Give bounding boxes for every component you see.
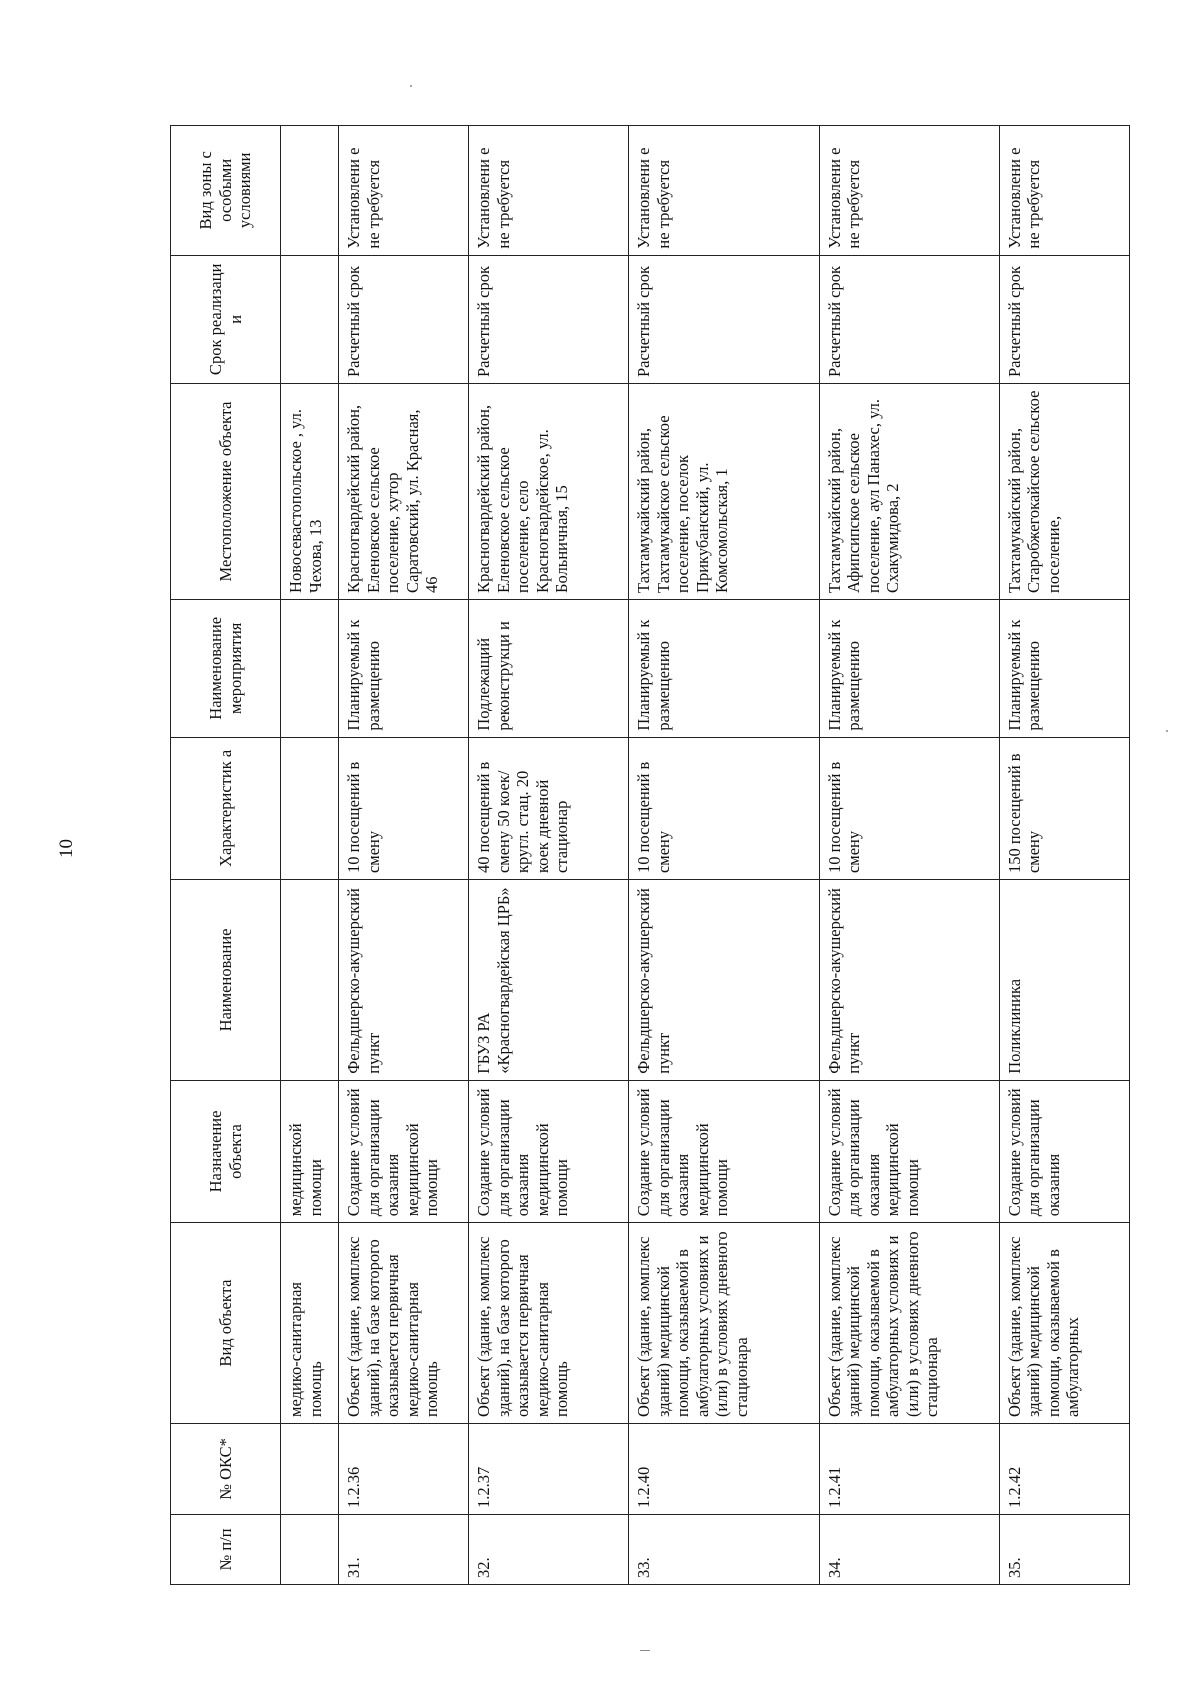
- rotated-table-container: [170, 125, 1130, 1585]
- cell-vid-obekta: Объект (здание, комплекс зданий) медицинской помощи, оказываемой в амбулаторных условиях и (или) в условиях дневного стационара: [629, 1223, 819, 1424]
- cell-harakteristika: 40 посещений в смену 50 коек/кругл. стац. 20 коек дневной стационар: [469, 737, 629, 879]
- cell-num: 31.: [339, 1514, 469, 1584]
- cell-meropriyatie: Планируемый к размещению: [629, 599, 819, 737]
- cell-vid-obekta: Объект (здание, комплекс зданий) медицинской помощи, оказываемой в амбулаторных условиях и (или) в условиях дневного стационара: [819, 1223, 999, 1424]
- cell-mestopolozhenie: Тахтамукайский район, Афипсипское сельское поселение, аул Панахес, ул. Схакумидова, 2: [819, 384, 999, 600]
- cell-vid-obekta: медико-санитарная помощь: [281, 1223, 339, 1424]
- header-oks: № ОКС*: [171, 1423, 281, 1514]
- cell-harakteristika: 10 посещений в смену: [819, 737, 999, 879]
- scan-speck: [1166, 730, 1168, 732]
- cell-naimenovanie: ГБУЗ РА «Красногвардейская ЦРБ»: [469, 880, 629, 1081]
- cell-srok: Расчетный срок: [339, 255, 469, 383]
- cell-harakteristika: 150 посещений в смену: [999, 737, 1129, 879]
- cell-oks: 1.2.37: [469, 1423, 629, 1514]
- cell-srok: Расчетный срок: [469, 255, 629, 383]
- cell-zona: Установлени е не требуется: [819, 126, 999, 256]
- cell-srok: Расчетный срок: [629, 255, 819, 383]
- table-row: [339, 126, 469, 1585]
- cell-mestopolozhenie: Красногвардейский район, Еленовское сельское поселение, село Красногвардейское, ул. Больничная, 15: [469, 384, 629, 600]
- cell-meropriyatie: Подлежащий реконструкци и: [469, 599, 629, 737]
- cell-naimenovanie: Фельдшерско-акушерский пункт: [819, 880, 999, 1081]
- table-row: [819, 126, 999, 1585]
- cell-meropriyatie: [281, 599, 339, 737]
- cell-meropriyatie: Планируемый к размещению: [339, 599, 469, 737]
- cell-zona: Установлени е не требуется: [629, 126, 819, 256]
- header-naznachenie: Назначение объекта: [171, 1080, 281, 1222]
- scan-speck: [410, 85, 412, 87]
- scan-speck: [640, 1650, 650, 1651]
- cell-num: 35.: [999, 1514, 1129, 1584]
- cell-num: 34.: [819, 1514, 999, 1584]
- cell-naznachenie: Создание условий для организации оказания медицинской помощи: [339, 1080, 469, 1222]
- cell-srok: Расчетный срок: [819, 255, 999, 383]
- cell-mestopolozhenie: Красногвардейский район, Еленовское сельское поселение, хутор Саратовский, ул. Красная, 46: [339, 384, 469, 600]
- header-num: № п/п: [171, 1514, 281, 1584]
- cell-naznachenie: Создание условий для организации оказания медицинской помощи: [469, 1080, 629, 1222]
- table-header-row: [171, 126, 281, 1585]
- header-srok: Срок реализаци и: [171, 255, 281, 383]
- cell-oks: [281, 1423, 339, 1514]
- cell-naznachenie: медицинской помощи: [281, 1080, 339, 1222]
- cell-srok: [281, 255, 339, 383]
- header-vid-obekta: Вид объекта: [171, 1223, 281, 1424]
- cell-harakteristika: 10 посещений в смену: [339, 737, 469, 879]
- table-row: [629, 126, 819, 1585]
- page-number: 10: [56, 839, 77, 858]
- cell-mestopolozhenie: Новосевастопольское , ул. Чехова, 13: [281, 384, 339, 600]
- cell-zona: Установлени е не требуется: [339, 126, 469, 256]
- cell-zona: Установлени е не требуется: [469, 126, 629, 256]
- table-row: [469, 126, 629, 1585]
- cell-oks: 1.2.36: [339, 1423, 469, 1514]
- cell-mestopolozhenie: Тахтамукайский район, Старобжегокайское сельское поселение,: [999, 384, 1129, 600]
- cell-zona: Установлени е не требуется: [999, 126, 1129, 256]
- table-row-continuation: [281, 126, 339, 1585]
- cell-vid-obekta: Объект (здание, комплекс зданий) медицинской помощи, оказываемой в амбулаторных: [999, 1223, 1129, 1424]
- header-meropriyatie: Наименование мероприятия: [171, 599, 281, 737]
- cell-naznachenie: Создание условий для организации оказания медицинской помощи: [819, 1080, 999, 1222]
- cell-naznachenie: Создание условий для организации оказания: [999, 1080, 1129, 1222]
- table-row: [999, 126, 1129, 1585]
- cell-vid-obekta: Объект (здание, комплекс зданий), на базе которого оказывается первичная медико-санитарная помощь: [469, 1223, 629, 1424]
- cell-zona: [281, 126, 339, 256]
- cell-oks: 1.2.41: [819, 1423, 999, 1514]
- cell-harakteristika: [281, 737, 339, 879]
- cell-naimenovanie: Фельдшерско-акушерский пункт: [629, 880, 819, 1081]
- cell-naimenovanie: Фельдшерско-акушерский пункт: [339, 880, 469, 1081]
- header-naimenovanie: Наименование: [171, 880, 281, 1081]
- header-zona: Вид зоны с особыми условиями: [171, 126, 281, 256]
- cell-mestopolozhenie: Тахтамукайский район, Тахтамукайское сельское поселение, поселок Прикубанский, ул. Комсомольская, 1: [629, 384, 819, 600]
- header-mestopolozhenie: Местоположение объекта: [171, 384, 281, 600]
- cell-num: [281, 1514, 339, 1584]
- cell-num: 32.: [469, 1514, 629, 1584]
- objects-table: [170, 125, 1130, 1585]
- cell-naimenovanie: [281, 880, 339, 1081]
- cell-meropriyatie: Планируемый к размещению: [999, 599, 1129, 737]
- cell-naznachenie: Создание условий для организации оказания медицинской помощи: [629, 1080, 819, 1222]
- cell-meropriyatie: Планируемый к размещению: [819, 599, 999, 737]
- cell-num: 33.: [629, 1514, 819, 1584]
- cell-srok: Расчетный срок: [999, 255, 1129, 383]
- cell-oks: 1.2.42: [999, 1423, 1129, 1514]
- header-harakteristika: Характеристик а: [171, 737, 281, 879]
- cell-harakteristika: 10 посещений в смену: [629, 737, 819, 879]
- cell-oks: 1.2.40: [629, 1423, 819, 1514]
- cell-naimenovanie: Поликлиника: [999, 880, 1129, 1081]
- cell-vid-obekta: Объект (здание, комплекс зданий), на базе которого оказывается первичная медико-санитарная помощь: [339, 1223, 469, 1424]
